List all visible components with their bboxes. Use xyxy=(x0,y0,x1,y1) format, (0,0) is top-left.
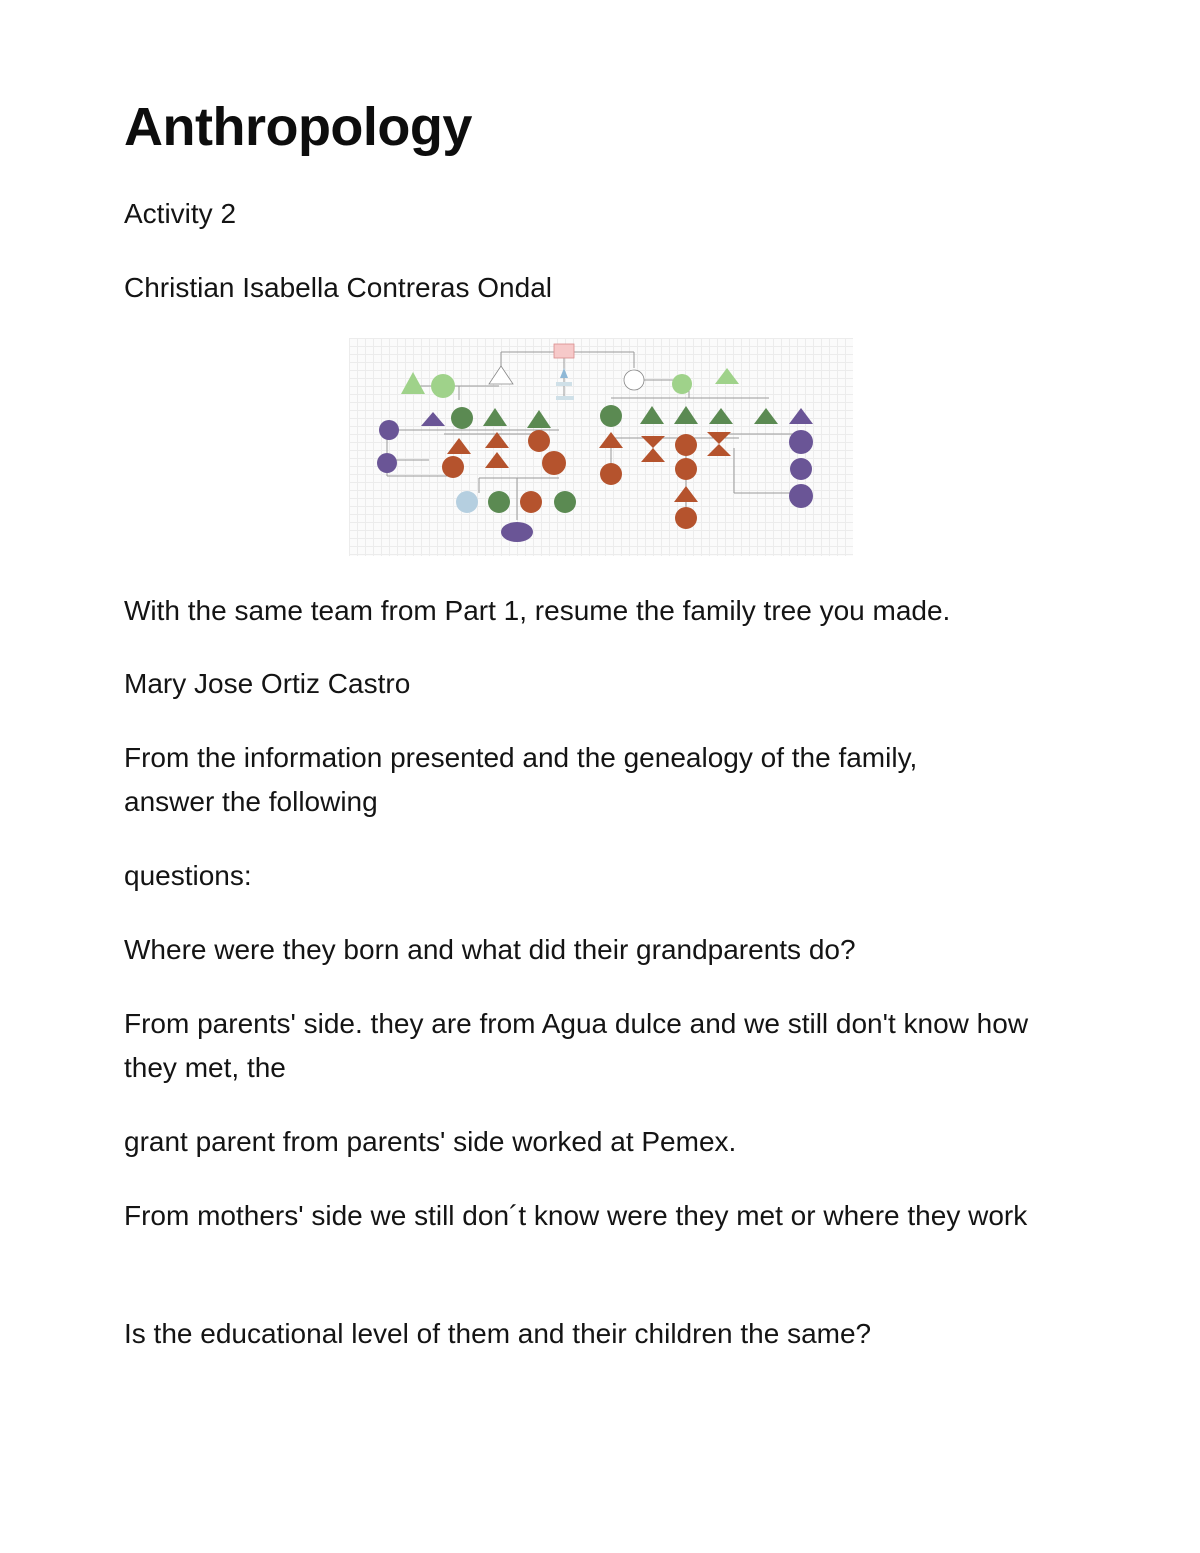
triangle-node xyxy=(485,452,509,468)
circle-node xyxy=(377,453,397,473)
circle-node xyxy=(675,507,697,529)
triangle-node xyxy=(789,408,813,424)
circle-node xyxy=(675,458,697,480)
circle-node xyxy=(675,434,697,456)
triangle-node xyxy=(754,408,778,424)
paragraph-question-1: Where were they born and what did their grandparents do? xyxy=(124,934,856,965)
paragraph-answer-1c: From mothers' side we still don´t know were they met or where they work xyxy=(124,1200,1028,1231)
hourglass-node-bottom xyxy=(641,448,665,462)
paragraph-instruction: With the same team from Part 1, resume the family tree you made. xyxy=(124,595,951,626)
circle-node xyxy=(624,370,644,390)
triangle-node xyxy=(674,406,698,424)
triangle-node xyxy=(447,438,471,454)
root-box-node xyxy=(554,344,574,358)
circle-node xyxy=(789,484,813,508)
circle-node xyxy=(672,374,692,394)
circle-node xyxy=(431,374,455,398)
circle-node xyxy=(528,430,550,452)
circle-node xyxy=(600,405,622,427)
circle-node xyxy=(600,463,622,485)
triangle-node xyxy=(401,372,425,394)
hourglass-node-top xyxy=(641,436,665,448)
triangle-node xyxy=(674,486,698,502)
circle-node xyxy=(790,458,812,480)
triangle-node xyxy=(715,368,739,384)
ellipse-node xyxy=(501,522,533,542)
triangle-node xyxy=(421,412,445,426)
circle-node xyxy=(379,420,399,440)
hourglass-node-bottom xyxy=(707,444,731,456)
triangle-node xyxy=(489,366,513,384)
activity-label: Activity 2 xyxy=(124,198,237,229)
circle-node xyxy=(520,491,542,513)
triangle-node xyxy=(709,408,733,424)
triangle-node xyxy=(527,410,551,428)
circle-node xyxy=(542,451,566,475)
paragraph-answer-1b: grant parent from parents' side worked at Pemex. xyxy=(124,1126,737,1157)
circle-node xyxy=(554,491,576,513)
triangle-node xyxy=(483,408,507,426)
triangle-node xyxy=(640,406,664,424)
triangle-node xyxy=(599,432,623,448)
circle-node xyxy=(488,491,510,513)
paragraph-question-2: Is the educational level of them and their children the same? xyxy=(124,1318,872,1349)
circle-node xyxy=(442,456,464,478)
paragraph-prompt: From the information presented and the genealogy of the family, answer the following xyxy=(124,742,918,817)
page-title: Anthropology xyxy=(124,97,472,157)
paragraph-answer-1a: From parents' side. they are from Agua dulce and we still don't know how they met, the xyxy=(124,1008,1029,1083)
paragraph-questions-label: questions: xyxy=(124,860,252,891)
paragraph-member-name: Mary Jose Ortiz Castro xyxy=(124,668,411,699)
circle-node xyxy=(456,491,478,513)
label-node xyxy=(556,382,572,386)
circle-node xyxy=(789,430,813,454)
small-triangle-node xyxy=(560,368,568,378)
label-node xyxy=(556,396,574,400)
circle-node xyxy=(451,407,473,429)
family-tree-diagram xyxy=(349,338,853,556)
author-name: Christian Isabella Contreras Ondal xyxy=(124,272,552,303)
